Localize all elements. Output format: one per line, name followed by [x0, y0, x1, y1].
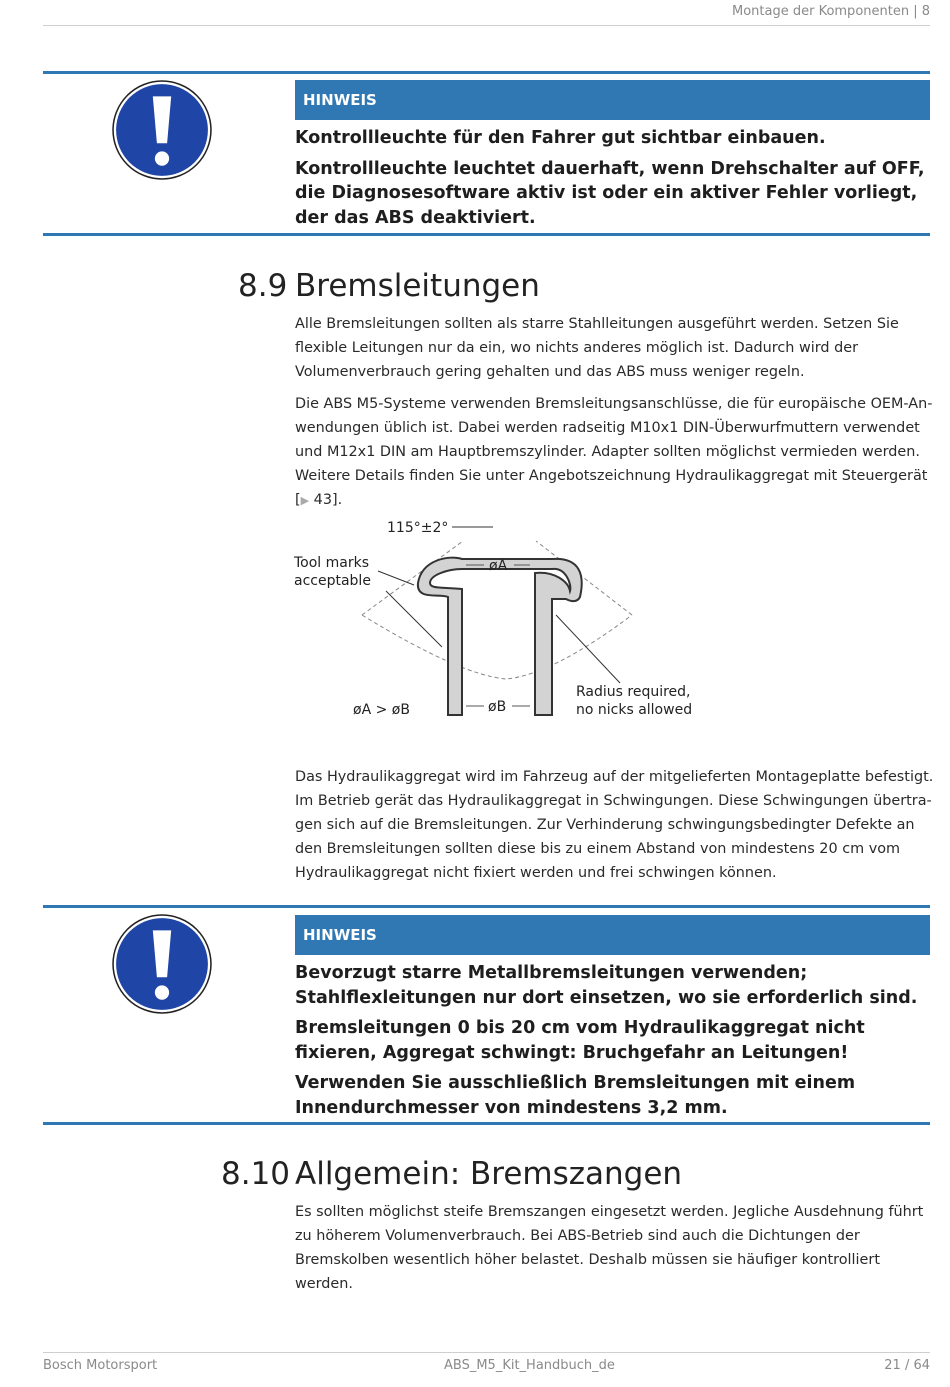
exclamation-icon — [111, 913, 213, 1015]
brake-line-flare-diagram — [290, 515, 740, 725]
page-reference[interactable]: [▶ 43]. — [295, 492, 343, 508]
paragraph: Alle Bremsleitungen sollten als starre Stahlleitungen ausgeführt werden. Setzen Sie flexible Leitungen nur da ein, wo nichts anderes möglich ist. Dadurch wird der Volumenverbrauch gering gehalten und das ABS muss weniger regeln. — [295, 316, 899, 380]
section-number: 8.9 — [238, 268, 288, 304]
radius-label: no nicks allowed — [576, 702, 693, 718]
notice-message: Kontrollleuchte für den Fahrer gut sichtbar einbauen. — [295, 128, 826, 148]
running-header: Montage der Komponenten | 8 — [731, 4, 930, 19]
header-divider — [43, 25, 930, 26]
notice-label: HINWEIS — [295, 915, 930, 955]
notice-message: Bremsleitungen 0 bis 20 cm vom Hydraulikaggregat nicht fixieren, Aggregat schwingt: Bruchgefahr an Leitungen! — [295, 1018, 865, 1063]
diameter-b-label: øB — [488, 699, 507, 715]
notice-bottom-rule — [43, 233, 930, 236]
angle-label: 115°±2° — [387, 520, 449, 536]
tool-marks-label: acceptable — [294, 573, 371, 589]
footer-divider — [43, 1352, 930, 1353]
footer-company: Bosch Motorsport — [43, 1358, 158, 1373]
paragraph-text: Die ABS M5-Systeme verwenden Bremsleitungsanschlüsse, die für europäische OEM-Anwendungen üblich ist. Dabei werden radseitig M10x1 DIN-Überwurfmuttern verwendet und M12x1 DIN am Hauptbremszylinder. Adapter sollten möglichst vermieden werden. Weitere Details finden Sie unter Angebotszeichnung Hydraulikaggregat mit Steuergerät — [295, 396, 933, 484]
chevron-right-icon: ▶ — [300, 494, 310, 507]
notice-bottom-rule — [43, 1122, 930, 1125]
section-title: Allgemein: Bremszangen — [295, 1156, 683, 1192]
notice-top-rule — [43, 71, 930, 74]
paragraph — [295, 392, 935, 513]
notice-message: Kontrollleuchte leuchtet dauerhaft, wenn Drehschalter auf OFF, die Diagnosesoftware aktiv ist oder ein aktiver Fehler vorliegt, der das ABS deaktiviert. — [295, 158, 925, 228]
section-title: Bremsleitungen — [295, 268, 540, 304]
diameter-a-label: øA — [489, 558, 508, 574]
notice-label: HINWEIS — [295, 80, 930, 120]
footer-document: ABS_M5_Kit_Handbuch_de — [444, 1358, 615, 1373]
paragraph: Es sollten möglichst steife Bremszangen eingesetzt werden. Jegliche Ausdehnung führt zu höherem Volumenverbrauch. Bei ABS-Betrieb sind auch die Dichtungen der Bremskolben wesentlich höher belastet. Deshalb müssen sie häufiger kontrolliert werden. — [295, 1204, 924, 1292]
notice-message: Bevorzugt starre Metallbremsleitungen verwenden; Stahlflexleitungen nur dort einsetzen, wo sie erforderlich sind. — [295, 963, 918, 1008]
footer-page-number: 21 / 64 — [884, 1358, 930, 1373]
section-number: 8.10 — [221, 1156, 291, 1192]
diameter-relation-label: øA > øB — [353, 702, 410, 718]
notice-box-1 — [43, 71, 930, 236]
tool-marks-label: Tool marks — [294, 555, 370, 571]
notice-top-rule — [43, 905, 930, 908]
paragraph: Das Hydraulikaggregat wird im Fahrzeug auf der mitgelieferten Montageplatte befestigt. Im Betrieb gerät das Hydraulikaggregat in Schwingungen. Diese Schwingungen übertragen sich auf die Bremsleitungen. Zur Verhinderung schwingungsbedingter Defekte an den Bremsleitungen sollten diese bis zu einem Abstand von mindestens 20 cm vom Hydraulikaggregat nicht fixiert werden und frei schwingen können. — [295, 769, 934, 881]
exclamation-icon — [111, 79, 213, 181]
notice-box-2 — [43, 905, 930, 1125]
notice-message: Verwenden Sie ausschließlich Bremsleitungen mit einem Innendurchmesser von mindestens 3,2 mm. — [295, 1073, 856, 1118]
radius-label: Radius required, — [576, 684, 691, 700]
